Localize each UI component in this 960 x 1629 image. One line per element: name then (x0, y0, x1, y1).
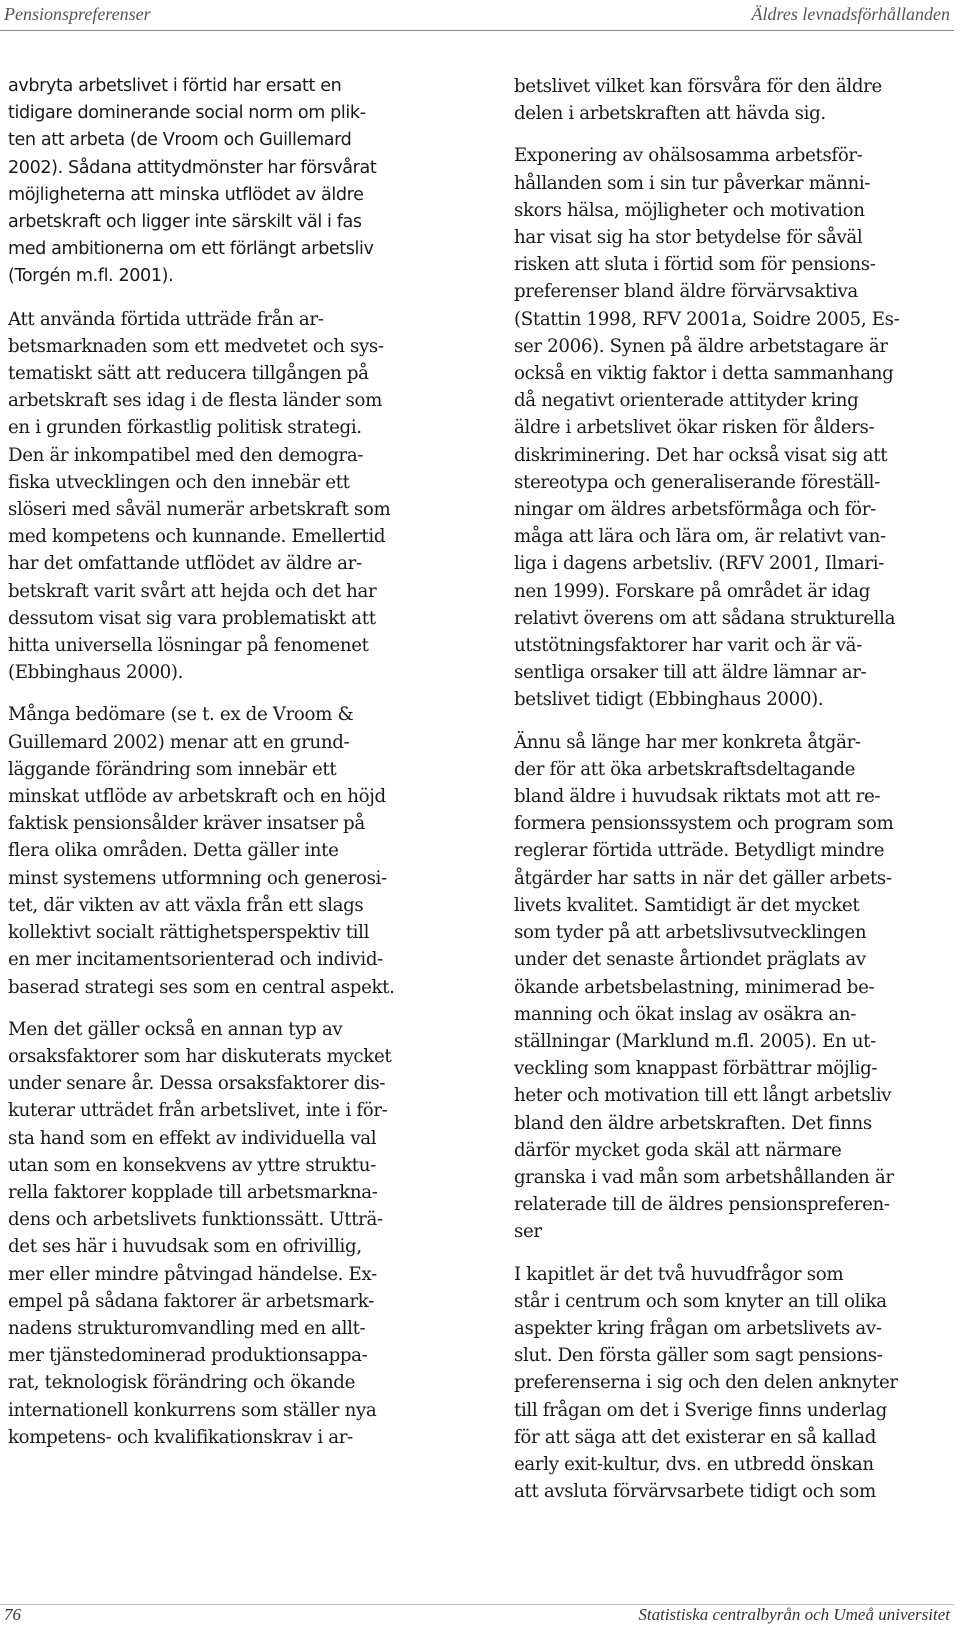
left-column (8, 73, 440, 1466)
paragraph-4: Men det gäller också en annan typ av orsaksfaktorer som har diskuterats mycket under senare år. Dessa orsaksfaktorer dis- kuterar utträdet från arbetslivet, inte i för- sta hand som en effekt av individuella val utan som en konsekvens av yttre struktu- rella faktorer kopplade till arbetsmarkna- dens och arbetslivets funktionssätt. Utträ- det ses här i huvudsak som en ofrivillig, mer eller mindre påtvingad händelse. Ex- empel på sådana faktorer är arbetsmark- nadens strukturomvandling med en allt- mer tjänstedominerad produktionsappa- rat, teknologisk förändring och ökande internationell konkurrens som ställer nya kompetens- och kvalifikationskrav i ar- (8, 1018, 392, 1448)
header-publication-title: Äldres levnadsförhållanden (751, 4, 950, 24)
paragraph-8: I kapitlet är det två huvudfrågor som står i centrum och som knyter an till olika aspekter kring frågan om arbetslivets av- slut. Den första gäller som sagt pensions- preferenserna i sig och den delen anknyter till frågan om det i Sverige finns underlag för att säga att det existerar en så kallad early exit-kultur, dvs. en utbredd önskan att avsluta förvärvsarbete tidigt och som (514, 1263, 898, 1503)
running-header (4, 4, 950, 28)
page-footer (4, 1605, 950, 1627)
header-rule (0, 30, 954, 31)
page-number: 76 (4, 1605, 21, 1624)
right-column (514, 73, 958, 1520)
paragraph-2: Att använda förtida utträde från ar- betsmarknaden som ett medvetet och sys- tematiskt sätt att reducera tillgången på arbetskraft ses idag i de flesta länder som en i grunden förkastlig politisk strategi. Den är inkompatibel med den demogra- fiska utvecklingen och den innebär ett slöseri med såväl numerär arbetskraft som med kompetens och kunnande. Emellertid har det omfattande utflödet av äldre ar- betskraft varit svårt att hejda och det har dessutom visat sig vara problematiskt att hitta universella lösningar på fenomenet (Ebbinghaus 2000). (8, 308, 391, 684)
paragraph-6: Exponering av ohälsosamma arbetsför- hållanden som i sin tur påverkar männi- skors hälsa, möjligheter och motivation har visat sig ha stor betydelse för såväl risken att sluta i förtid som för pensions- preferenser bland äldre förvärvsaktiva (Stattin 1998, RFV 2001a, Soidre 2005, Es- ser 2006). Synen på äldre arbetstagare är också en viktig faktor i detta sammanhang då negativt orienterade attityder kring äldre i arbetslivet ökar risken för ålders- diskriminering. Det har också visat sig att stereotypa och generaliserande föreställ- ningar om äldres arbetsförmåga och för- måga att lära och lära om, är relativt van- liga i dagens arbetsliv. (RFV 2001, Ilmari- nen 1999). Forskare på området är idag relativt överens om att sådana strukturella utstötningsfaktorer har varit och är vä- sentliga orsaker till att äldre lämnar ar- betslivet tidigt (Ebbinghaus 2000). (514, 145, 900, 711)
header-section-title: Pensionspreferenser (4, 4, 151, 24)
paragraph-7: Ännu så länge har mer konkreta åtgär- der för att öka arbetskraftsdeltagande bland äldre i huvudsak riktats mot att re- formera pensionssystem och program som reglerar förtida utträde. Betydligt mindre åtgärder har satts in när det gäller arbets- livets kvalitet. Samtidigt är det mycket som tyder på att arbetslivsutvecklingen under det senaste årtiondet präglats av ökande arbetsbelastning, minimerad be- manning och ökat inslag av osäkra an- ställningar (Marklund m.fl. 2005). En ut- veckling som knappast förbättrar möjlig- heter och motivation till ett långt arbetsliv bland den äldre arbetskraften. Det finns därför mycket goda skäl att närmare granska i vad mån som arbetshållanden är relaterade till de äldres pensionspreferen- ser (514, 731, 894, 1243)
paragraph-5: betslivet vilket kan försvåra för den äldre delen i arbetskraften att hävda sig. (514, 76, 882, 125)
paragraph-1: avbryta arbetslivet i förtid har ersatt en tidigare dominerande social norm om plik- ten att arbeta (de Vroom och Guillemard 2002). Sådana attitydmönster har försvårat möjligheterna att minska utflödet av äldre arbetskraft och ligger inte särskilt väl i fas med ambitionerna om ett förlängt arbetsliv (Torgén m.fl. 2001). (8, 76, 377, 287)
footer-publisher: Statistiska centralbyrån och Umeå universitet (638, 1605, 950, 1624)
paragraph-3: Många bedömare (se t. ex de Vroom & Guillemard 2002) menar att en grund- läggande förändring som innebär ett minskat utflöde av arbetskraft och en höjd faktisk pensionsålder kräver insatser på flera olika områden. Detta gäller inte minst systemens utformning och generosi- tet, där vikten av att växla från ett slags kollektivt socialt rättighetsperspektiv till en mer incitamentsorienterad och individ- baserad strategi ses som en central aspekt. (8, 704, 395, 998)
